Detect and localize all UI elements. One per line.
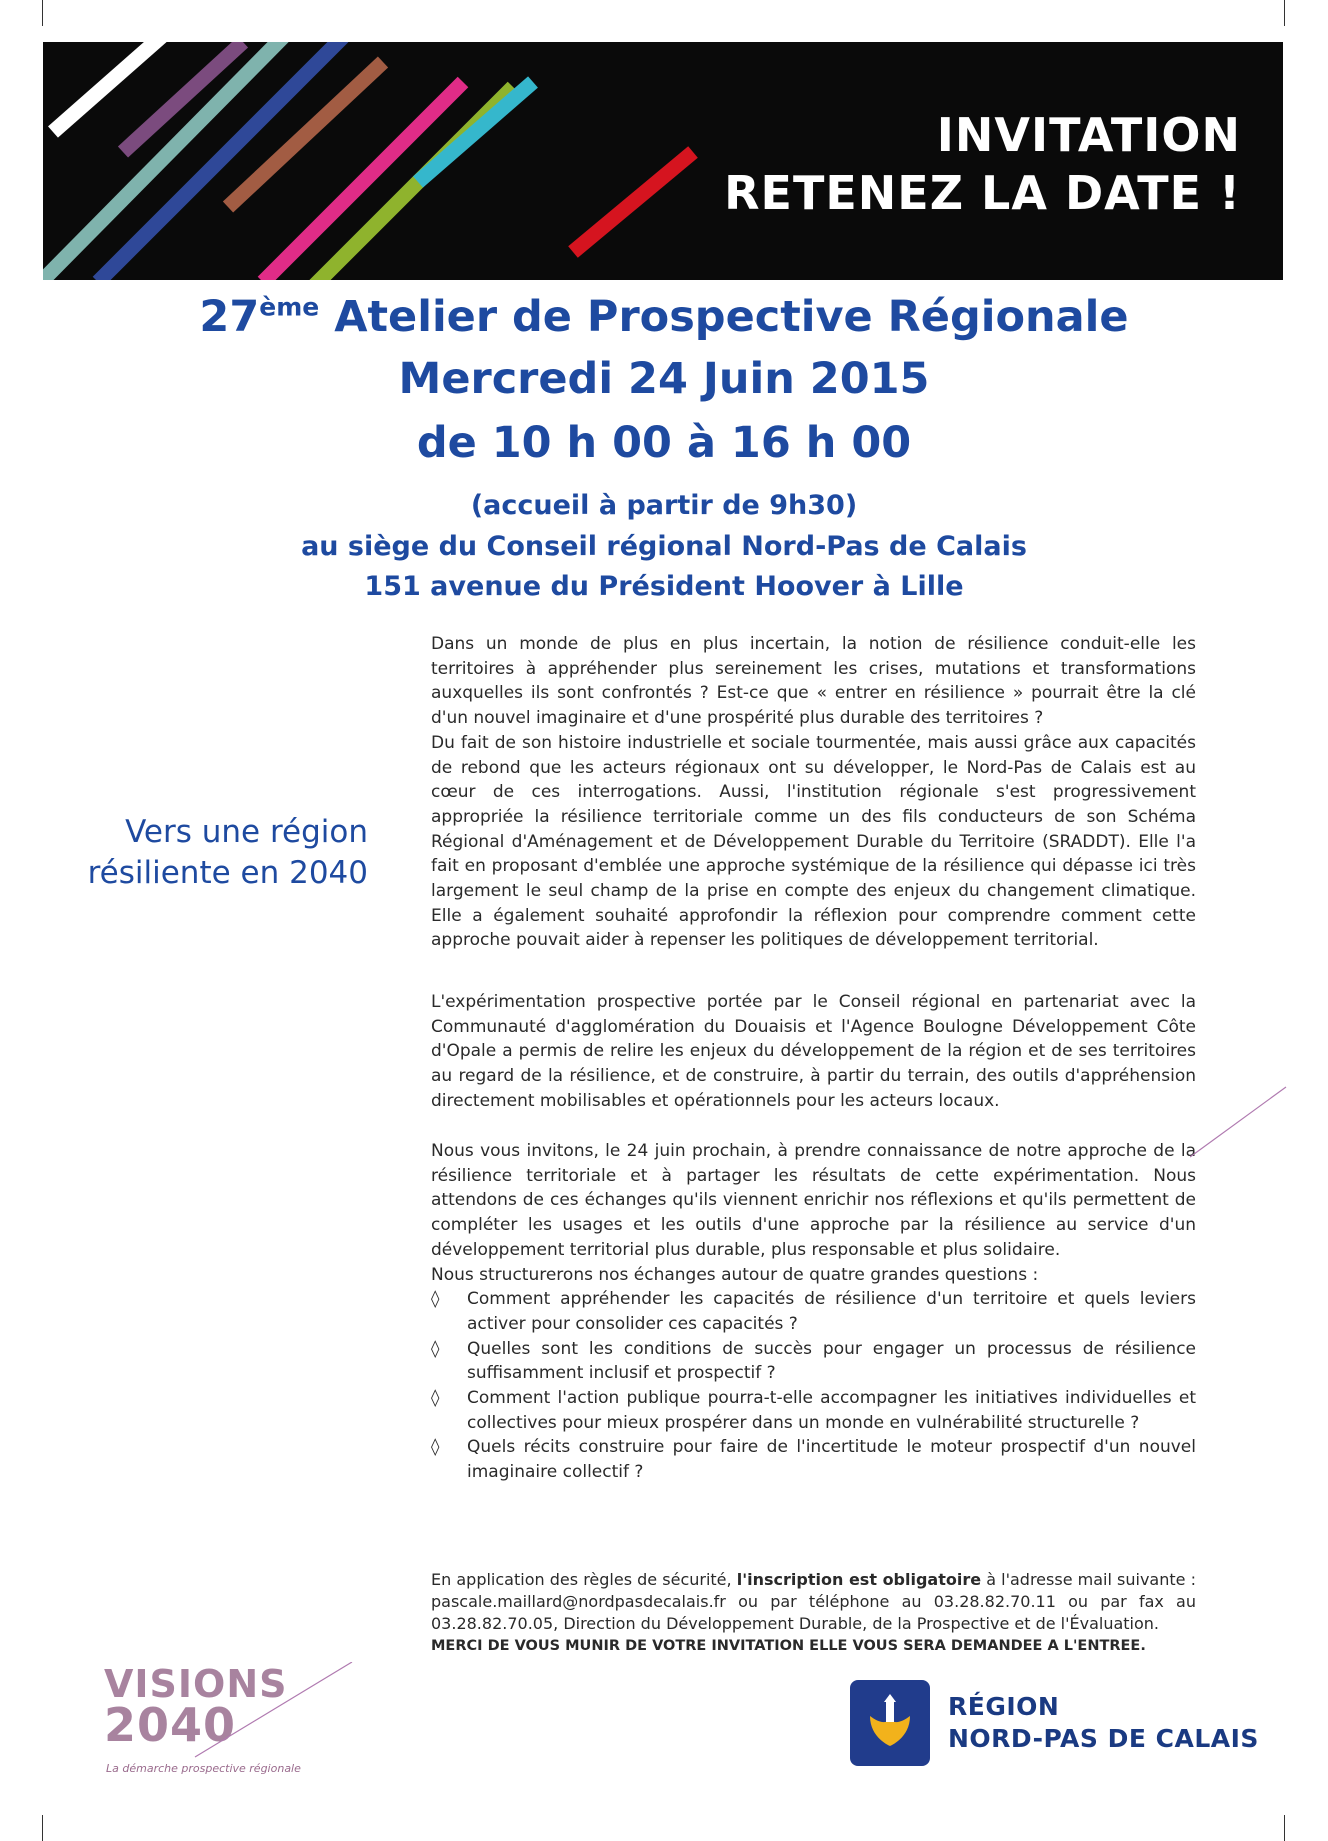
event-welcome: (accueil à partir de 9h30) xyxy=(470,490,858,521)
event-title xyxy=(0,292,1328,342)
bring-invitation-notice: MERCI DE VOUS MUNIR DE VOTRE INVITATION ELLE VOUS SERA DEMANDEE A L'ENTREE. xyxy=(431,1638,1146,1654)
intro-paragraph-a: Dans un monde de plus en plus incertain, la notion de résilience conduit-elle les territoires à appréhender plus sereinement les crises, mutations et transformations auxquelles ils sont confrontés ? Est-ce que « entrer en résilience » pourrait être la clé d'un nouvel imaginaire et d'une prospérité plus durable des territoires ? xyxy=(431,634,1196,729)
list-item: ◊ Comment l'action publique pourra-t-elle accompagner les initiatives individuelles et collectives pour mieux prospérer dans un monde en vulnérabilité structurelle ? xyxy=(431,1388,1196,1433)
questions-list xyxy=(431,1287,1196,1485)
crop-mark xyxy=(1284,0,1285,26)
experiment-text: L'expérimentation prospective portée par le Conseil régional en partenariat avec la Communauté d'agglomération du Douaisis et l'Agence Boulogne Développement Côte d'Opale a permis de relire les enjeux du développement de la région et de ses territoires au regard de la résilience, et de construire, à partir du terrain, des outils d'appréhension directement mobilisables et opérationnels pour les acteurs locaux. xyxy=(431,992,1196,1111)
region-emblem-icon xyxy=(850,1680,930,1766)
banner-stripe xyxy=(418,82,533,182)
list-item: ◊ Quelles sont les conditions de succès pour engager un processus de résilience suffisamment inclusif et prospectif ? xyxy=(431,1338,1196,1384)
side-heading xyxy=(28,812,368,894)
event-ordinal: 27 xyxy=(199,292,260,342)
region-logo xyxy=(850,1680,1259,1766)
event-address: 151 avenue du Président Hoover à Lille xyxy=(364,571,964,602)
event-hours: de 10 h 00 à 16 h 00 xyxy=(416,418,912,468)
save-the-date-label: RETENEZ LA DATE ! xyxy=(724,166,1241,220)
event-venue: au siège du Conseil régional Nord-Pas de Calais xyxy=(301,531,1027,562)
diamond-bullet-icon: ◊ xyxy=(431,1338,440,1359)
crop-mark xyxy=(42,1815,43,1841)
visions-logo-tagline: La démarche prospective régionale xyxy=(106,1762,301,1775)
questions-intro: Nous structurerons nos échanges autour de quatre grandes questions : xyxy=(431,1264,1039,1285)
banner-stripe xyxy=(43,42,288,280)
side-heading-line1: Vers une région xyxy=(125,814,368,850)
registration-mandatory: l'inscription est obligatoire xyxy=(736,1570,982,1589)
event-date: Mercredi 24 Juin 2015 xyxy=(398,354,930,404)
invite-paragraph xyxy=(431,1139,1196,1485)
banner-stripe xyxy=(263,82,463,280)
decorative-line xyxy=(1190,1085,1290,1160)
side-heading-line2: résiliente en 2040 xyxy=(87,855,368,891)
event-ordinal-suffix: ème xyxy=(259,292,320,322)
banner-stripe xyxy=(573,152,693,252)
registration-text: En application des règles de sécurité, l'inscription est obligatoire à l'adresse mail suivante : pascale.maillard@nordpasdecalais.fr ou par téléphone au 03.28.82.70.11 ou par fax au 03.28.82.70.05, Direction du Développement Durable, de la Prospective et de l'Évaluation. xyxy=(431,1570,1197,1633)
crop-mark xyxy=(42,0,43,26)
experiment-paragraph xyxy=(431,990,1196,1114)
diamond-bullet-icon: ◊ xyxy=(431,1437,440,1458)
invite-text: Nous vous invitons, le 24 juin prochain, à prendre connaissance de notre approche de la résilience territoriale et à partager les résultats de cette expérimentation. Nous attendons de ces échanges qu'ils viennent enrichir nos réflexions et qu'ils permettent de compléter les usages et les outils d'une approche par la résilience au service d'un développement territorial plus durable, plus responsable et plus solidaire. xyxy=(431,1141,1196,1260)
diamond-bullet-icon: ◊ xyxy=(431,1289,440,1310)
header-banner xyxy=(43,42,1283,280)
region-logo-line2: NORD-PAS DE CALAIS xyxy=(948,1724,1259,1753)
event-title-text: Atelier de Prospective Régionale xyxy=(319,292,1129,342)
region-logo-line1: RÉGION xyxy=(948,1692,1060,1721)
visions-2040-logo xyxy=(100,1662,360,1782)
list-item: ◊ Comment appréhender les capacités de résilience d'un territoire et quels leviers activer pour consolider ces capacités ? xyxy=(431,1289,1196,1334)
visions-logo-year: 2040 xyxy=(104,1698,237,1752)
invitation-label: INVITATION xyxy=(936,108,1241,162)
intro-paragraph-b: Du fait de son histoire industrielle et sociale tourmentée, mais aussi grâce aux capacités de rebond que les acteurs régionaux ont su développer, le Nord-Pas de Calais est au cœur de ces interrogations. Aussi, l'institution régionale s'est progressivement appropriée la résilience territoriale comme un des fils conducteurs de son Schéma Régional d'Aménagement et de Développement Durable du Territoire (SRADDT). Elle l'a fait en proposant d'emblée une approche systémique de la résilience qui dépasse ici très largement le seul champ de la prise en compte des enjeux du changement climatique. Elle a également souhaité approfondir la réflexion pour comprendre comment cette approche pouvait aider à repenser les politiques de développement territorial. xyxy=(431,732,1196,951)
list-item: ◊ Quels récits construire pour faire de l'incertitude le moteur prospectif d'un nouvel imaginaire collectif ? xyxy=(431,1437,1196,1483)
visions-logo-word: VISIONS xyxy=(104,1662,288,1706)
banner-stripe xyxy=(308,87,513,280)
crop-mark xyxy=(1284,1815,1285,1841)
registration-paragraph xyxy=(431,1569,1196,1657)
diamond-bullet-icon: ◊ xyxy=(431,1388,440,1409)
intro-paragraph xyxy=(431,632,1196,953)
visions-logo-line xyxy=(100,1662,360,1762)
